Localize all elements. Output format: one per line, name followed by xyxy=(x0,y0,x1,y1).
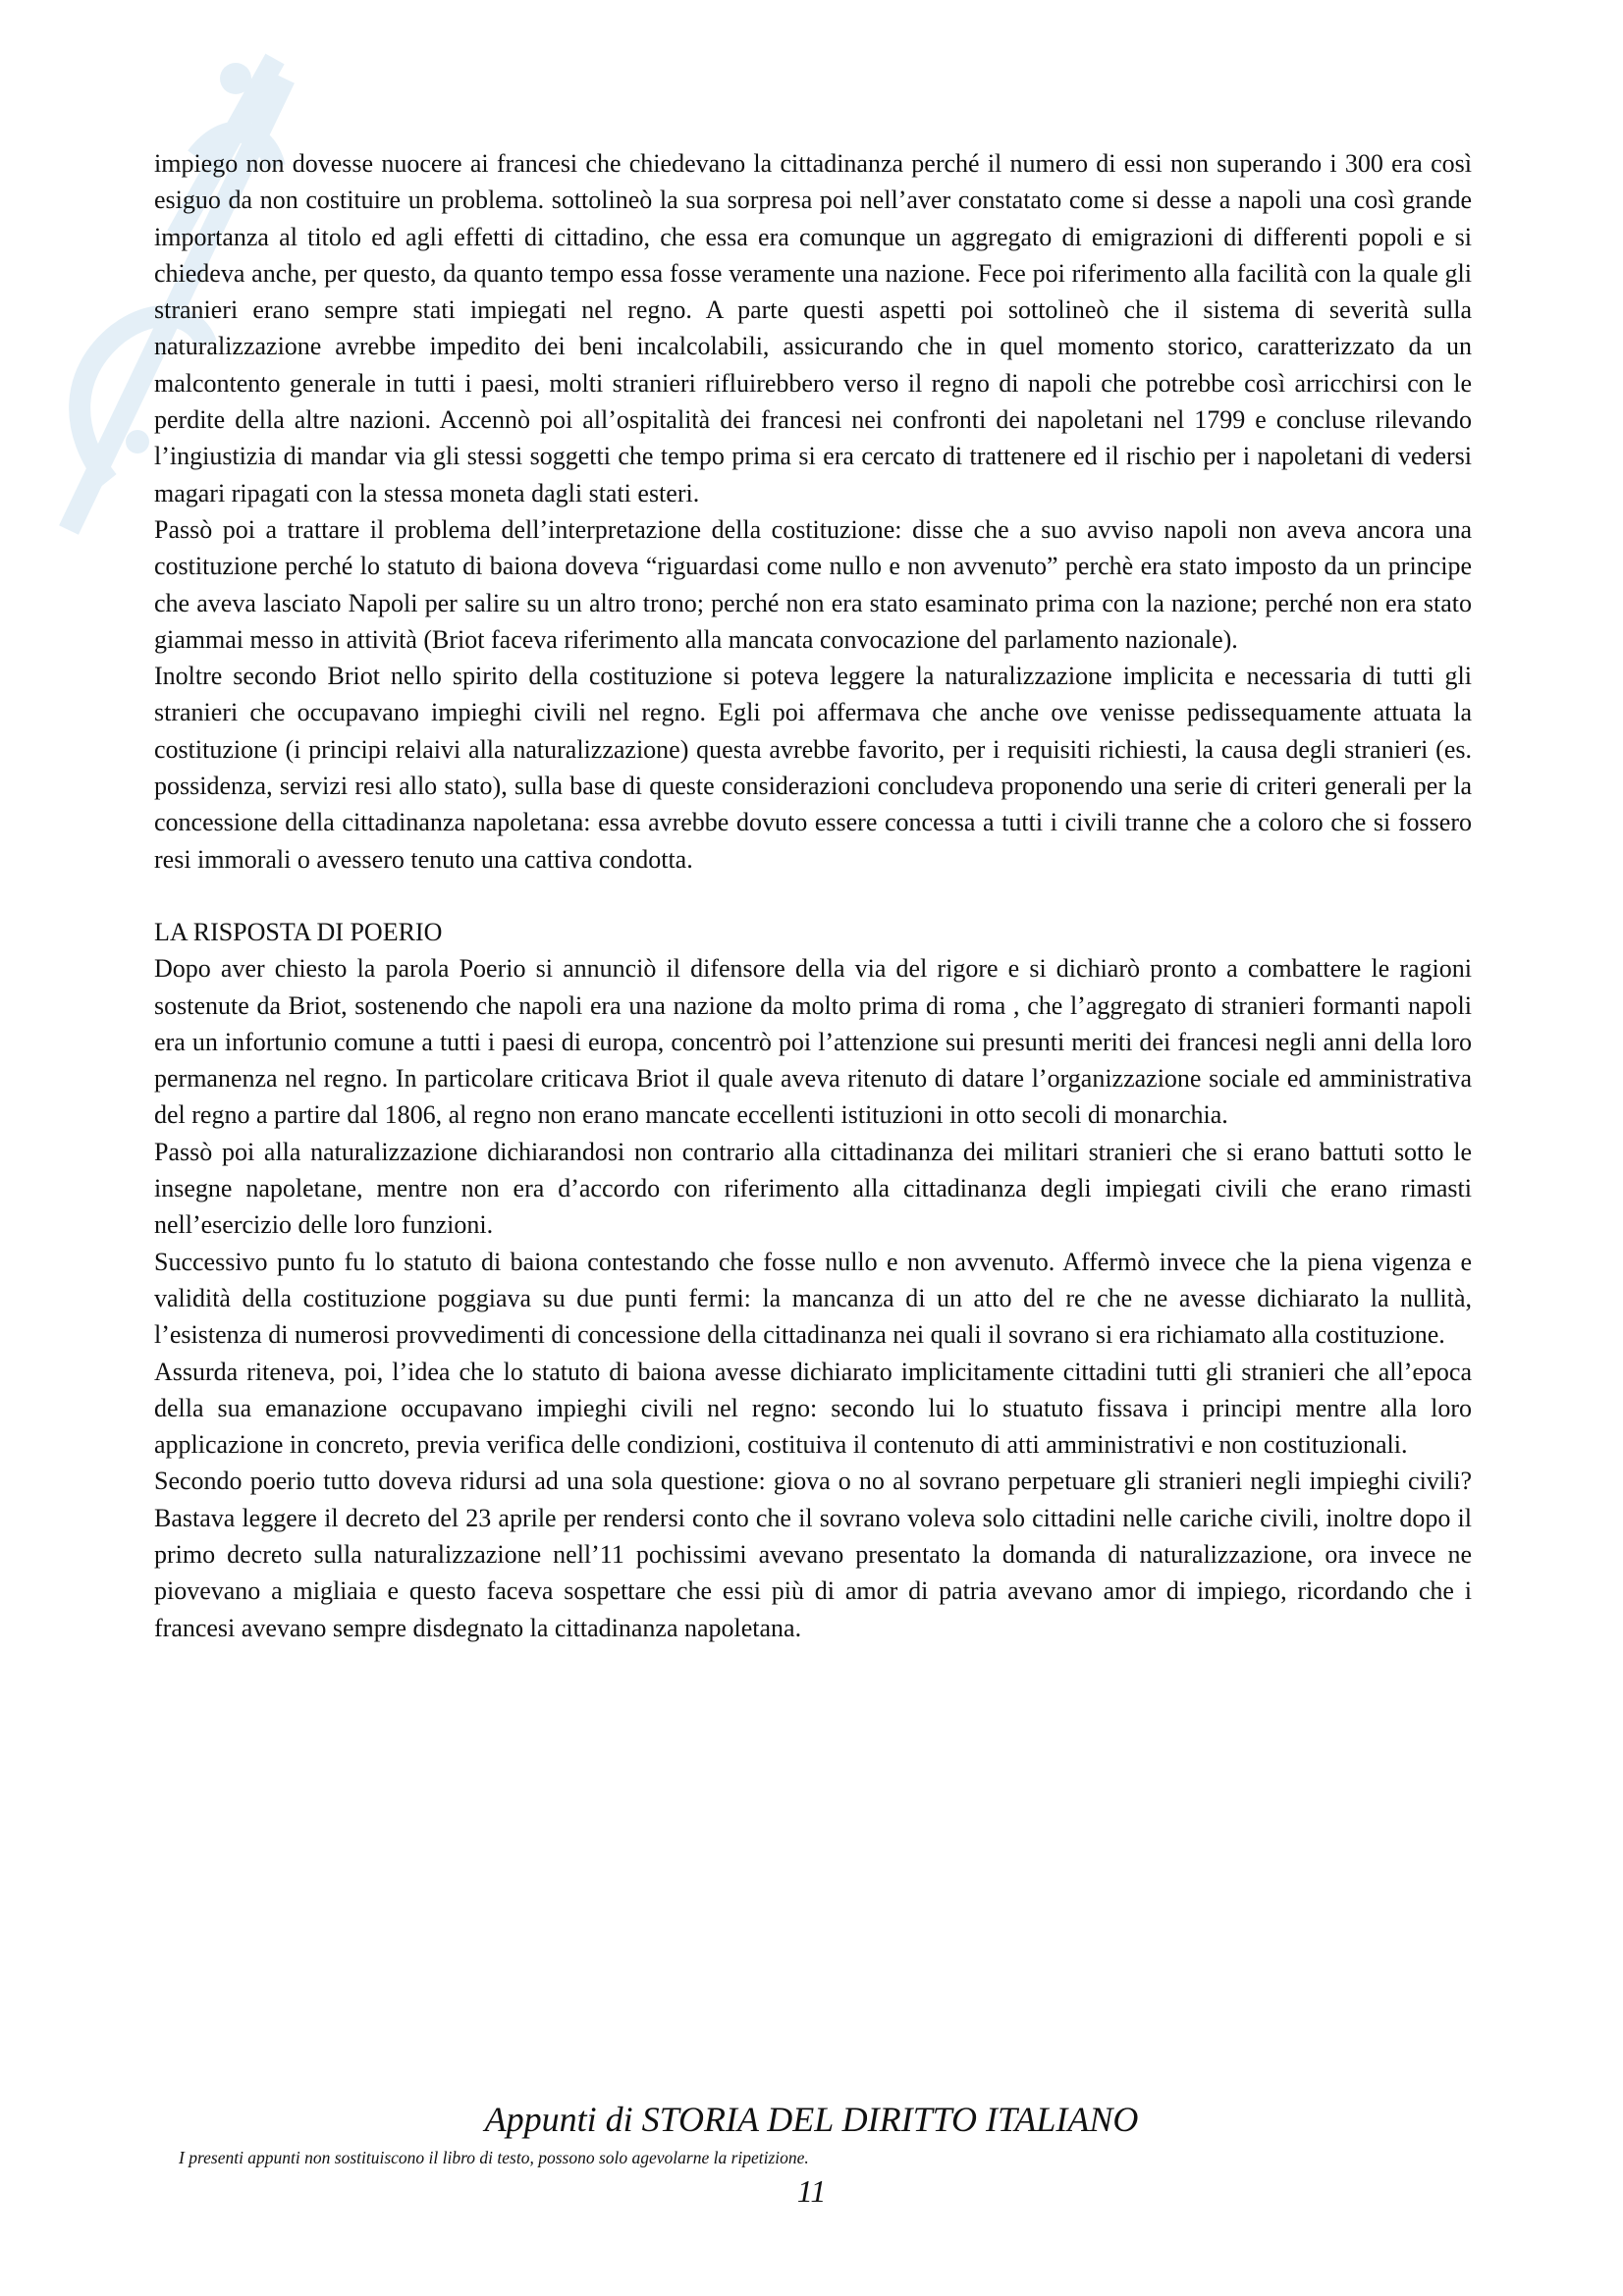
paragraph: Passò poi alla naturalizzazione dichiarandosi non contrario alla cittadinanza dei militari stranieri che si erano battuti sotto le insegne napoletane, mentre non era d’accordo con riferimento alla cittadinanza degli impiegati civili che erano rimasti nell’esercizio delle loro funzioni. xyxy=(154,1137,1472,1240)
footer-note: I presenti appunti non sostituiscono il libro di testo, possono solo agevolarne la ripetizione. xyxy=(179,2148,809,2167)
paragraph: Secondo poerio tutto doveva ridursi ad una sola questione: giova o no al sovrano perpetuare gli stranieri negli impieghi civili? Bastava leggere il decreto del 23 aprile per rendersi conto che il sovrano voleva solo cittadini nelle cariche civili, inoltre dopo il primo decreto sulla naturalizzazione nell’11 pochissimi avevano presentato la domanda di naturalizzazione, ora invece ne piovevano a migliaia e questo faceva sospettare che essi più di amor di patria avevano amor di impiego, ricordando che i francesi avevano sempre disdegnato la cittadinanza napoletana. xyxy=(154,1467,1472,1642)
paragraph: Successivo punto fu lo statuto di baiona contestando che fosse nullo e non avvenuto. Affermò invece che la piena vigenza e validità della costituzione poggiava su due punti fermi: la mancanza di un atto del re che ne avesse dichiarato la nullità, l’esistenza di numerosi provvedimenti di concessione della cittadinanza nei quali il sovrano si era richiamato alla costituzione. xyxy=(154,1247,1472,1350)
section-heading: LA RISPOSTA DI POERIO xyxy=(154,917,443,946)
document-body xyxy=(154,145,1472,1646)
paragraph: Inoltre secondo Briot nello spirito della costituzione si poteva leggere la naturalizzazione implicita e necessaria di tutti gli stranieri che occupavano impieghi civili nel regno. Egli poi affermava che anche ove venisse pedissequamente attuata la costituzione (i principi relaivi alla naturalizzazione) questa avrebbe favorito, per i requisiti richiesti, la causa degli stranieri (es. possidenza, servizi resi allo stato), sulla base di queste considerazioni concludeva proponendo una serie di criteri generali per la concessione della cittadinanza napoletana: essa avrebbe dovuto essere concessa a tutti i civili tranne che a coloro che si fossero resi immorali o avessero tenuto una cattiva condotta. xyxy=(154,662,1472,874)
page-number: 11 xyxy=(796,2173,827,2209)
paragraph: Passò poi a trattare il problema dell’interpretazione della costituzione: disse che a suo avviso napoli non aveva ancora una costituzione perché lo statuto di baiona doveva “riguardasi come nullo e non avvenuto” perchè era stato imposto da un principe che aveva lasciato Napoli per salire su un altro trono; perché non era stato esaminato prima con la nazione; perché non era stato giammai messo in attività (Briot faceva riferimento alla mancata convocazione del parlamento nazionale). xyxy=(154,514,1472,654)
footer-title: Appunti di STORIA DEL DIRITTO ITALIANO xyxy=(484,2100,1139,2139)
paragraph: Dopo aver chiesto la parola Poerio si annunciò il difensore della via del rigore e si dichiarò pronto a combattere le ragioni sostenute da Briot, sostenendo che napoli era una nazione da molto prima di roma , che l’aggregato di stranieri formanti napoli era un infortunio comune a tutti i paesi di europa, concentrò poi l’attenzione sui presunti meriti dei francesi negli anni della loro permanenza nel regno. In particolare criticava Briot il quale aveva ritenuto di datare l’organizzazione sociale ed amministrativa del regno a partire dal 1806, al regno non erano mancate eccellenti istituzioni in otto secoli di monarchia. xyxy=(154,954,1472,1130)
paragraph: Assurda riteneva, poi, l’idea che lo statuto di baiona avesse dichiarato implicitamente cittadini tutti gli stranieri che all’epoca della sua emanazione occupavano impieghi civili nel regno: secondo lui lo stuatuto fissava i principi mentre alla loro applicazione in concreto, previa verifica delle condizioni, costituiva il contenuto di atti amministrativi e non costituzionali. xyxy=(154,1357,1472,1460)
paragraph: impiego non dovesse nuocere ai francesi che chiedevano la cittadinanza perché il numero di essi non superando i 300 era così esiguo da non costituire un problema. sottolineò la sua sorpresa poi nell’aver constatato come si desse a napoli una così grande importanza al titolo ed agli effetti di cittadino, che essa era comunque un aggregato di emigrazioni di differenti popoli e si chiedeva anche, per questo, da quanto tempo essa fosse veramente una nazione. Fece poi riferimento alla facilità con la quale gli stranieri erano sempre stati impiegati nel regno. A parte questi aspetti poi sottolineò che il sistema di severità sulla naturalizzazione avrebbe impedito dei beni incalcolabili, assicurando che in quel momento storico, caratterizzato da un malcontento generale in tutti i paesi, molti stranieri rifluirebbero verso il regno di napoli che potrebbe così arricchirsi con le perdite della altre nazioni. Accennò poi all’ospitalità dei francesi nei confronti dei napoletani nel 1799 e concluse rilevando l’ingiustizia di mandar via gli stessi soggetti che tempo prima si era cercato di trattenere ed il rischio per i napoletani di vedersi magari ripagati con la stessa moneta dagli stati esteri. xyxy=(154,149,1472,507)
